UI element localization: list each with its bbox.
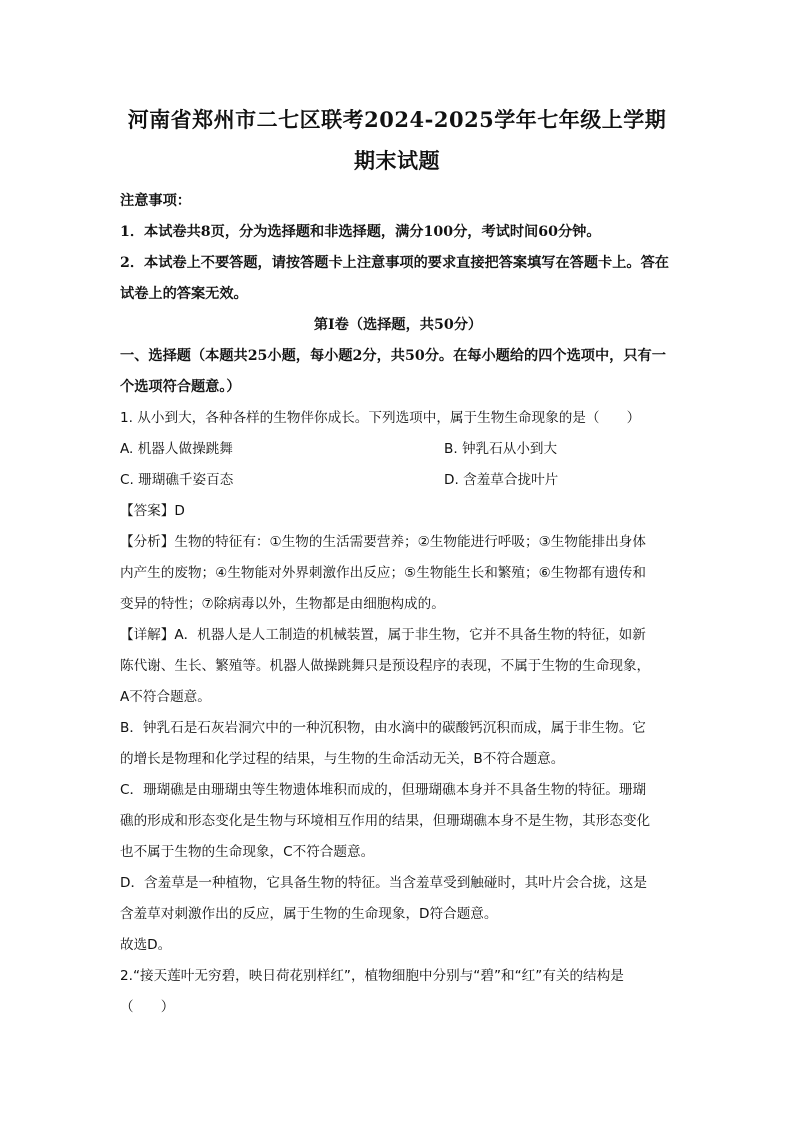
detail-b-line-2: 的增长是物理和化学过程的结果，与生物的生命活动无关，B不符合题意。	[120, 751, 565, 767]
part-heading: 一、选择题（本题共25小题，每小题2分，共50分。在每小题给的四个选项中，只有一	[120, 348, 666, 364]
question-2-stem: 2.“接天莲叶无穷碧，映日荷花别样红”，植物细胞中分别与“碧”和“红”有关的结构是	[120, 968, 624, 984]
analysis-line-2: 内产生的废物；④生物能对外界刺激作出反应；⑤生物能生长和繁殖；⑥生物都有遗传和	[120, 565, 646, 581]
document-body	[120, 186, 676, 1023]
conclusion: 故选D。	[120, 937, 172, 953]
detail-d-line-1: D．含羞草是一种植物，它具备生物的特征。当含羞草受到触碰时，其叶片会合拢，这是	[120, 875, 648, 891]
option-d: D. 含羞草合拢叶片	[444, 472, 559, 488]
notice-item-1: 1．本试卷共8页，分为选择题和非选择题，满分100分，考试时间60分钟。	[120, 224, 601, 240]
option-a: A. 机器人做操跳舞	[120, 441, 233, 457]
analysis-line-3: 变异的特性；⑦除病毒以外，生物都是由细胞构成的。	[120, 596, 445, 612]
page-title: 河南省郑州市二七区联考2024-2025学年七年级上学期	[127, 107, 667, 132]
question-1-stem: 1. 从小到大，各种各样的生物伴你成长。下列选项中，属于生物生命现象的是（ ）	[120, 410, 641, 426]
detail-c-line-3: 也不属于生物的生命现象，C不符合题意。	[120, 844, 375, 860]
detail-c-line-1: C．珊瑚礁是由珊瑚虫等生物遗体堆积而成的，但珊瑚礁本身并不具备生物的特征。珊瑚	[120, 782, 647, 798]
option-b: B. 钟乳石从小到大	[444, 441, 558, 457]
detail-b-line-1: B．钟乳石是石灰岩洞穴中的一种沉积物，由水滴中的碳酸钙沉积而成，属于非生物。它	[120, 720, 646, 736]
option-c: C. 珊瑚礁千姿百态	[120, 472, 234, 488]
question-2-stem-cont: （ ）	[120, 999, 175, 1015]
notice-item-2: 2．本试卷上不要答题，请按答题卡上注意事项的要求直接把答案填写在答题卡上。答在	[120, 255, 669, 271]
detail-d-line-2: 含羞草对刺激作出的反应，属于生物的生命现象，D符合题意。	[120, 906, 498, 922]
part-heading-cont: 个选项符合题意。）	[120, 379, 241, 395]
answer: 【答案】D	[120, 503, 185, 519]
detail-a-line-2: 陈代谢、生长、繁殖等。机器人做操跳舞只是预设程序的表现，不属于生物的生命现象，	[120, 658, 651, 674]
notice-heading: 注意事项：	[120, 193, 191, 209]
analysis-line-1: 【分析】生物的特征有：①生物的生活需要营养；②生物能进行呼吸；③生物能排出身体	[120, 534, 646, 550]
detail-a-line-1: 【详解】A．机器人是人工制造的机械装置，属于非生物，它并不具备生物的特征，如新	[120, 627, 646, 643]
question-1-options-row-2	[120, 465, 676, 496]
volume-title: 第Ⅰ卷（选择题，共50分）	[313, 317, 483, 333]
page-subtitle: 期末试题	[354, 148, 440, 173]
detail-a-line-3: A不符合题意。	[120, 689, 211, 705]
question-1-options-row-1	[120, 434, 676, 465]
detail-c-line-2: 礁的形成和形态变化是生物与环境相互作用的结果，但珊瑚礁本身不是生物，其形态变化	[120, 813, 651, 829]
notice-item-2-cont: 试卷上的答案无效。	[120, 286, 248, 302]
